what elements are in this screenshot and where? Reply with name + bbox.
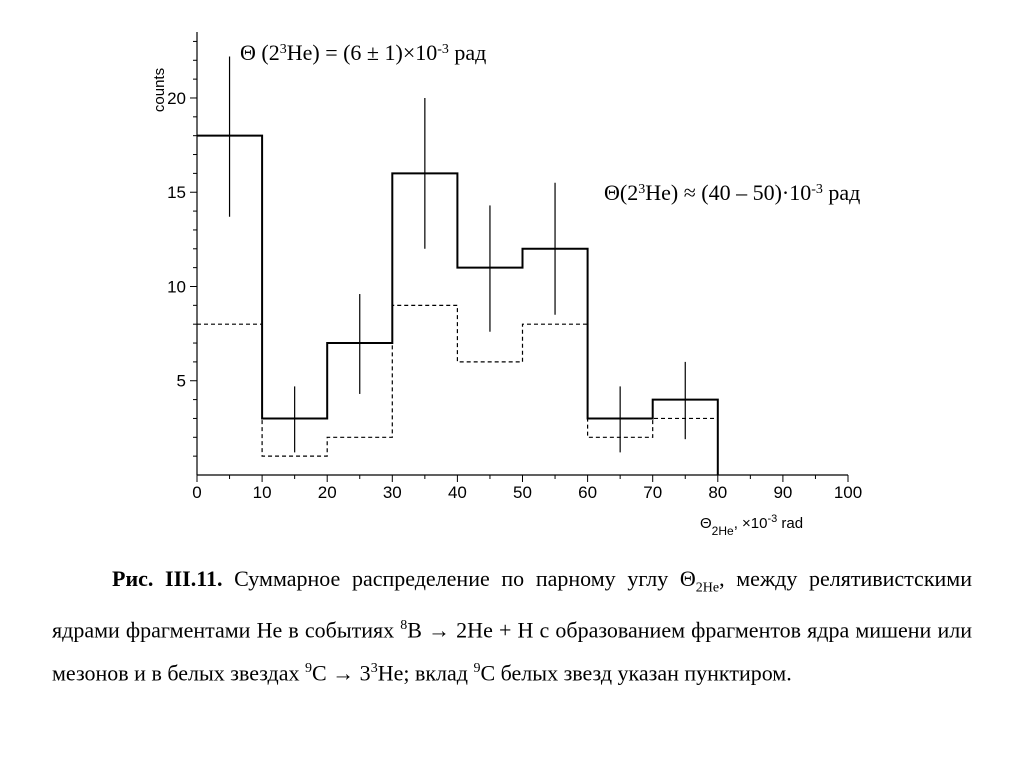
x-tick-label: 50: [513, 483, 532, 502]
x-axis-label-sub: 2He: [711, 524, 734, 538]
x-tick-label: 80: [708, 483, 728, 502]
dashed-series-line: [197, 305, 718, 475]
x-tick-label: 70: [643, 483, 663, 502]
y-axis-label: counts: [151, 67, 168, 113]
x-axis-label-rest: , ×10: [733, 515, 768, 532]
x-tick-label: 40: [447, 483, 467, 502]
x-tick-label: 20: [317, 483, 337, 502]
x-tick-label: 10: [252, 483, 272, 502]
x-tick-label: 100: [833, 483, 863, 502]
caption-text: Рис. III.11. Суммарное распределение по парному углу $\Theta_{2He}$, между релятивистскими ядрами фрагментами He в событиях $^8$B → 2He + H с образованием фрагментов ядра мишени или мезонов и в белых звездах $^9C \to 3^3He$; вклад $^9$C белых звезд указан пунктиром.: [52, 566, 972, 686]
x-tick-label: 90: [773, 483, 793, 502]
y-tick-label: 20: [167, 88, 186, 108]
x-axis-label-sup: -3: [767, 513, 778, 525]
dashed-series-histogram: [197, 305, 718, 475]
y-tick-label: 10: [167, 277, 186, 297]
annotation-small-angle: Θ $(2^3He) = (6 \pm 1)\times 10^{-3}$ рад: [240, 40, 487, 65]
caption-figure-label: Рис. III.11.: [112, 566, 223, 591]
figure-caption: [52, 560, 972, 692]
y-tick-label: 15: [167, 183, 186, 203]
annotation-large-angle: $\Theta(2^3He) \approx (40 - 50)\cdot 10^{-3}$ рад: [604, 180, 861, 205]
x-axis-label: [700, 513, 803, 538]
y-tick-label: 5: [176, 371, 186, 391]
x-tick-label: 0: [192, 483, 202, 502]
x-tick-label: 30: [382, 483, 402, 502]
x-axis-label-unit: rad: [777, 515, 804, 532]
x-tick-label: 60: [578, 483, 598, 502]
x-axis-label-main: Θ: [700, 515, 712, 532]
